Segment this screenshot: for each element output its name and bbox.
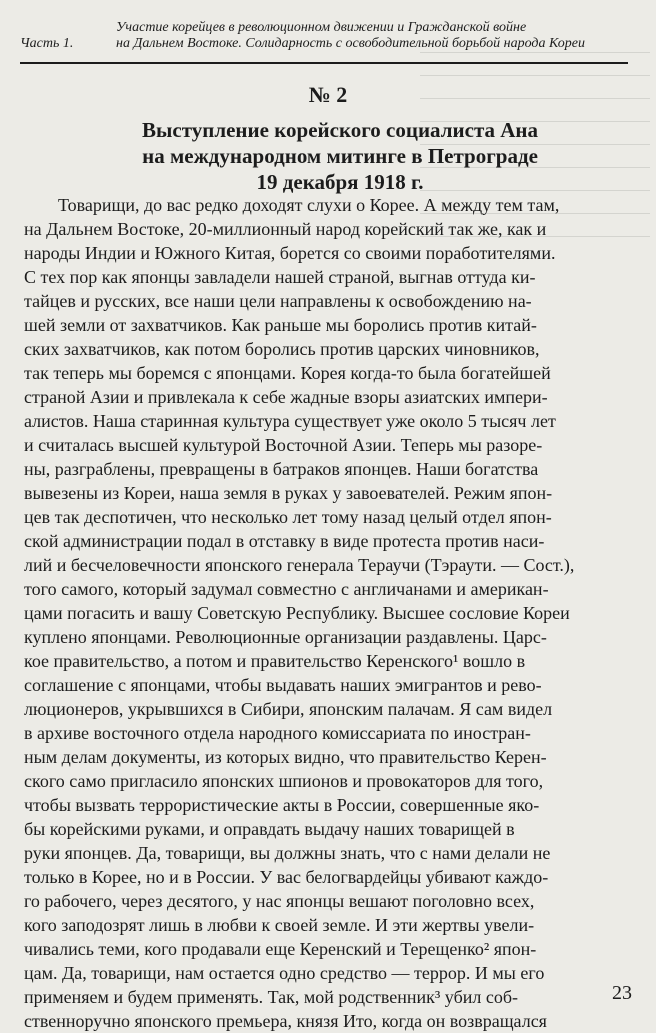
body-line: Товарищи, до вас редко доходят слухи о Корее. А между тем там,	[58, 195, 560, 215]
body-line: только в Корее, но и в России. У вас белогвардейцы убивают каждо-	[24, 867, 549, 887]
document-title-line: на международном митинге в Петрограде	[142, 144, 538, 168]
document-title-line: 19 декабря 1918 г.	[256, 170, 424, 194]
body-line: цев так деспотичен, что несколько лет тому назад целый отдел япон-	[24, 507, 552, 527]
body-line: того самого, который задумал совместно с англичанами и американ-	[24, 579, 549, 599]
body-line: руки японцев. Да, товарищи, вы должны знать, что с нами делали не	[24, 843, 551, 863]
body-line: шей земли от захватчиков. Как раньше мы боролись против китай-	[24, 315, 537, 335]
body-line: кое правительство, а потом и правительство Керенского¹ вошло в	[24, 651, 526, 671]
body-line: цам. Да, товарищи, нам остается одно средство — террор. И мы его	[24, 963, 545, 983]
body-line: применяем и будем применять. Так, мой родственник³ убил соб-	[24, 987, 518, 1007]
document-number: № 2	[308, 82, 348, 107]
body-line: ского само пригласило японских шпионов и провокаторов для того,	[24, 771, 544, 791]
body-line: вывезены из Кореи, наша земля в руках у завоевателей. Режим япон-	[24, 483, 553, 503]
body-line: куплено японцами. Революционные организации раздавлены. Царс-	[24, 627, 547, 647]
body-line: ны, разграблены, превращены в батраков японцев. Наши богатства	[24, 459, 539, 479]
body-line: алистов. Наша старинная культура существует уже около 5 тысяч лет	[24, 411, 556, 431]
body-line: цами погасить и вашу Советскую Республику. Высшее сословие Кореи	[24, 603, 570, 623]
body-line: страной Азии и привлекала к себе жадные взоры азиатских импери-	[24, 387, 548, 407]
body-line: на Дальнем Востоке, 20-миллионный народ корейский так же, как и	[24, 219, 547, 239]
body-line: в архиве восточного отдела народного комиссариата по иностран-	[24, 723, 531, 743]
body-line: чивались теми, кого продавали еще Керенский и Терещенко² япон-	[24, 939, 537, 959]
document-title-line: Выступление корейского социалиста Ана	[141, 118, 539, 142]
header-title-line: Участие корейцев в революционном движении и Гражданской войне	[116, 20, 527, 35]
body-line: ских захватчиков, как потом боролись против царских чиновников,	[24, 339, 540, 359]
body-line: народы Индии и Южного Китая, борется со своими поработителями.	[24, 243, 556, 263]
body-line: ственноручно японского премьера, князя Ито, когда он возвращался	[24, 1011, 547, 1031]
body-line: го рабочего, через десятого, у нас японцы вешают поголовно всех,	[24, 891, 535, 911]
document-title	[60, 117, 620, 195]
body-line: соглашение с японцами, чтобы выдавать наших эмигрантов и рево-	[24, 675, 542, 695]
body-line: ным делам документы, из которых видно, что правительство Керен-	[24, 747, 547, 767]
body-line: тайцев и русских, все наши цели направлены к освобождению на-	[24, 291, 532, 311]
header-part-label: Часть 1.	[20, 36, 74, 51]
body-line: ской администрации подал в отставку в виде протеста против наси-	[24, 531, 545, 551]
header-rule	[20, 62, 628, 64]
body-line: люционеров, укрывшихся в Сибири, японским палачам. Я сам видел	[24, 699, 553, 719]
body-line: бы корейскими руками, и оправдать выдачу наших товарищей в	[24, 819, 515, 839]
header-title-line: на Дальнем Востоке. Солидарность с освободительной борьбой народа Кореи	[116, 36, 585, 51]
page-number: 23	[612, 982, 632, 1004]
body-line: чтобы вызвать террористические акты в России, совершенные яко-	[24, 795, 540, 815]
body-paragraph	[24, 193, 636, 1033]
body-line: С тех пор как японцы завладели нашей страной, выгнав оттуда ки-	[24, 267, 536, 287]
body-line: кого заподозрят лишь в любви к своей земле. И эти жертвы увели-	[24, 915, 535, 935]
body-line: и считалась высшей культурой Восточной Азии. Теперь мы разоре-	[24, 435, 543, 455]
body-line: так теперь мы боремся с японцами. Корея когда-то была богатейшей	[24, 363, 551, 383]
header-section-title	[116, 20, 585, 52]
body-line: лий и бесчеловечности японского генерала Тераучи (Тэраути. — Сост.),	[24, 555, 575, 575]
